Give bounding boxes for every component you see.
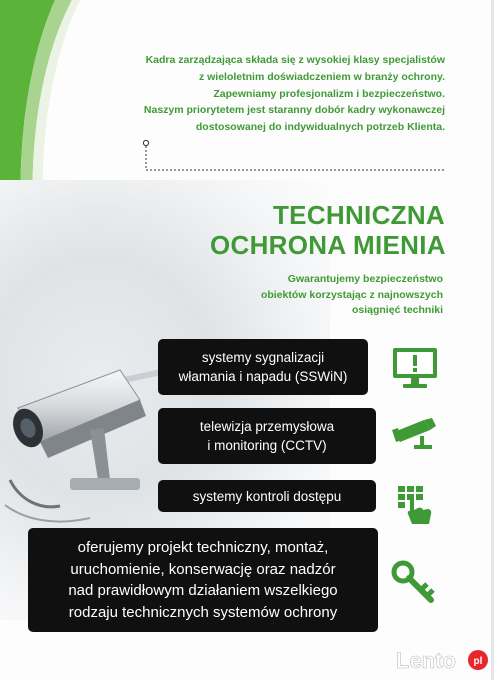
lento-logo-text: Lento [396, 648, 456, 673]
service-text-line: nad prawidłowym działaniem wszelkiego [68, 582, 338, 599]
lento-logo-suffix: pl [473, 656, 483, 667]
intro-line: dostosowanej do indywidualnych potrzeb Klienta. [195, 121, 445, 134]
alarm-monitor-icon [390, 345, 440, 391]
service-text-line: systemy sygnalizacji [201, 350, 325, 365]
keypad-hand-icon [396, 484, 436, 526]
key-icon [391, 560, 437, 606]
heading-line-2: OCHRONA MIENIA [210, 230, 446, 260]
section-subheading [210, 272, 443, 319]
intro-line: Kadra zarządzająca składa się z wysokiej klasy specjalistów [145, 54, 445, 66]
service-text-line: i monitoring (CCTV) [207, 438, 327, 453]
intro-line: z wieloletnim doświadczeniem w branży ochrony. [198, 70, 445, 83]
service-text-line: rodzaju technicznych systemów ochrony [68, 603, 338, 621]
cctv-camera-icon [390, 414, 440, 454]
section-heading [210, 200, 445, 260]
service-text-line: telewizja przemysłowa [199, 419, 335, 434]
service-text-line: włamania i napadu (SSWiN) [178, 369, 348, 384]
service-text-line: systemy kontroli dostępu [192, 488, 342, 504]
service-text-line: uruchomienie, konserwację oraz nadzór [70, 560, 336, 578]
subheading-line: Gwarantujemy bezpieczeństwo [287, 273, 443, 285]
lento-logo [394, 642, 490, 678]
service-box-sswin [158, 339, 368, 395]
subheading-line: obiektów korzystając z najnowszych [260, 288, 443, 301]
dashed-connector-line [143, 140, 448, 173]
intro-line: Naszym priorytetem jest staranny dobór kadry wykonawczej [143, 104, 445, 117]
service-box-offer [28, 528, 378, 632]
intro-line: Zapewniamy profesjonalizm i bezpieczeństwo. [213, 87, 445, 100]
service-text-line: oferujemy projekt techniczny, montaż, [77, 539, 329, 556]
heading-line-1: TECHNICZNA [273, 200, 445, 230]
intro-paragraph [90, 52, 445, 136]
service-box-access-control [158, 480, 376, 512]
service-box-cctv [158, 408, 376, 464]
subheading-line: osiągnięć techniki [351, 304, 443, 316]
